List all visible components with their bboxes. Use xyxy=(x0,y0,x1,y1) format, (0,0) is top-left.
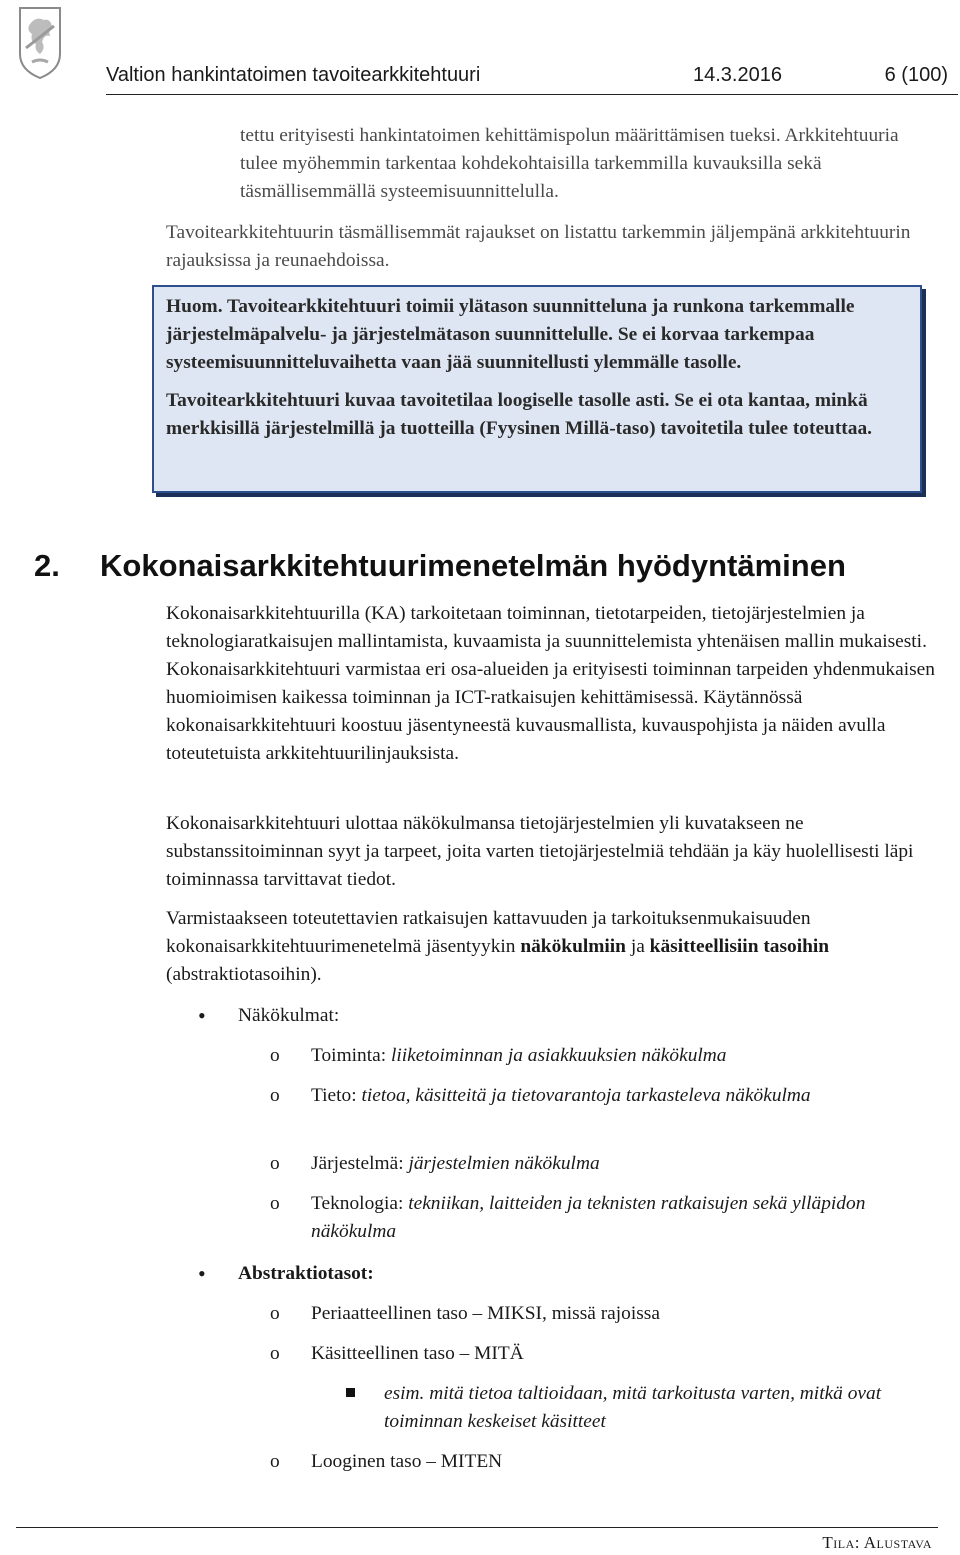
document-status: Tila: Alustava xyxy=(822,1533,932,1552)
bullet-icon: • xyxy=(198,1003,206,1028)
viewpoint-name: Tieto: xyxy=(311,1085,357,1106)
para3-bold-levels: käsitteellisiin tasoihin xyxy=(649,936,830,957)
viewpoint-item xyxy=(311,1042,931,1070)
list-marker: o xyxy=(270,1303,280,1324)
intro-paragraph-1: tettu erityisesti hankintatoimen kehittämispolun määrittämisen tueksi. Arkkitehtuuria tulee myöhemmin tarkentaa kohdekohtaisilla tarkemmilla kuvauksilla sekä täsmällisemmällä systeemisuunnittelulla. xyxy=(240,125,899,202)
section-paragraph-1: Kokonaisarkkitehtuurilla (KA) tarkoitetaan toiminnan, tietotarpeiden, tietojärjestelmien ja teknologiaratkaisujen mallintamista, kuvaamista ja suunnittelemista yhtenäisen mallin mukaisesti. Kokonaisarkkitehtuuri varmistaa eri osa-alueiden ja erityisesti toiminnan tarpeiden yhdenmukaisen huomioimisen kaikessa toiminnan ja ICT-ratkaisujen kehittämisessä. Käytännössä kokonaisarkkitehtuuri koostuu jäsentyneestä kuvausmallista, kuvauspohjista ja näiden avulla toteutetuista arkkitehtuurilinjauksista. xyxy=(166,603,935,764)
viewpoint-name: Järjestelmä: xyxy=(311,1153,404,1174)
document-title: Valtion hankintatoimen tavoitearkkitehtuuri xyxy=(106,64,481,86)
square-bullet-icon xyxy=(346,1388,355,1397)
viewpoint-desc: tekniikan, laitteiden ja teknisten ratkaisujen sekä ylläpidon näkökulma xyxy=(311,1193,866,1242)
list-marker: o xyxy=(270,1451,280,1472)
page-number: 6 (100) xyxy=(884,64,948,86)
list-marker: o xyxy=(270,1085,280,1106)
note-box xyxy=(152,285,922,493)
note-paragraph-2: Tavoitearkkitehtuuri kuvaa tavoitetilaa loogiselle tasolle asti. Se ei ota kantaa, minkä merkkisillä järjestelmillä ja tuotteilla (Fyysinen Millä-taso) tavoitetila tulee toteuttaa. xyxy=(166,390,872,439)
viewpoint-desc: järjestelmien näkökulma xyxy=(408,1153,600,1174)
section-paragraph-3 xyxy=(166,905,938,989)
list-marker: o xyxy=(270,1153,280,1174)
section-number: 2. xyxy=(34,548,60,583)
para3-bold-viewpoints: näkökulmiin xyxy=(520,936,626,957)
section-title: Kokonaisarkkitehtuurimenetelmän hyödyntäminen xyxy=(100,548,846,583)
level-example: esim. mitä tietoa taltioidaan, mitä tarkoitusta varten, mitkä ovat toiminnan keskeiset käsitteet xyxy=(384,1383,882,1432)
footer-divider xyxy=(16,1527,938,1528)
para3-text-start: Varmistaakseen toteutettavien ratkaisujen kattavuuden ja tarkoituksenmukaisuuden kokonaisarkkitehtuurimenetelmä jäsentyykin xyxy=(166,908,811,957)
level-item: Looginen taso – MITEN xyxy=(311,1451,503,1472)
list-marker: o xyxy=(270,1343,280,1364)
level-item: Käsitteellinen taso – MITÄ xyxy=(311,1343,524,1364)
para3-text-mid: ja xyxy=(625,936,650,957)
section-paragraph-2: Kokonaisarkkitehtuuri ulottaa näkökulmansa tietojärjestelmien yli kuvatakseen ne substanssitoiminnan syyt ja tarpeet, joita varten tietojärjestelmiä tehdään ja käy huolellisesti läpi toiminnassa tarvittavat tiedot. xyxy=(166,813,914,890)
para3-text-end: (abstraktiotasoihin). xyxy=(166,964,322,985)
viewpoint-name: Toiminta: xyxy=(311,1045,387,1066)
viewpoint-item xyxy=(311,1150,931,1178)
viewpoint-name: Teknologia: xyxy=(311,1193,404,1214)
viewpoint-item xyxy=(311,1190,921,1246)
viewpoints-label: Näkökulmat: xyxy=(238,1005,340,1026)
intro-paragraph-2: Tavoitearkkitehtuurin täsmällisemmät rajaukset on listattu tarkemmin jäljempänä arkkitehtuurin rajauksissa ja reunaehdoissa. xyxy=(166,222,911,271)
note-paragraph-1: Huom. Tavoitearkkitehtuuri toimii ylätason suunnitteluna ja runkona tarkemmalle järjestelmäpalvelu- ja järjestelmätason suunnittelulle. Se ei korvaa tarkempaa systeemisuunnitteluvaihetta vaan jää suunnitellusti ylemmälle tasolle. xyxy=(166,296,855,373)
list-marker: o xyxy=(270,1193,280,1214)
bullet-icon: • xyxy=(198,1261,206,1286)
viewpoint-desc: tietoa, käsitteitä ja tietovarantoja tarkasteleva näkökulma xyxy=(361,1085,811,1106)
header-divider xyxy=(106,94,958,95)
document-date: 14.3.2016 xyxy=(693,64,782,86)
level-item: Periaatteellinen taso – MIKSI, missä rajoissa xyxy=(311,1303,660,1324)
levels-label: Abstraktiotasot: xyxy=(238,1263,374,1284)
viewpoint-item xyxy=(311,1082,921,1110)
viewpoint-desc: liiketoiminnan ja asiakkuuksien näkökulma xyxy=(390,1045,727,1066)
finnish-lion-coat-of-arms-icon xyxy=(14,4,66,80)
list-marker: o xyxy=(270,1045,280,1066)
section-heading xyxy=(34,548,846,584)
